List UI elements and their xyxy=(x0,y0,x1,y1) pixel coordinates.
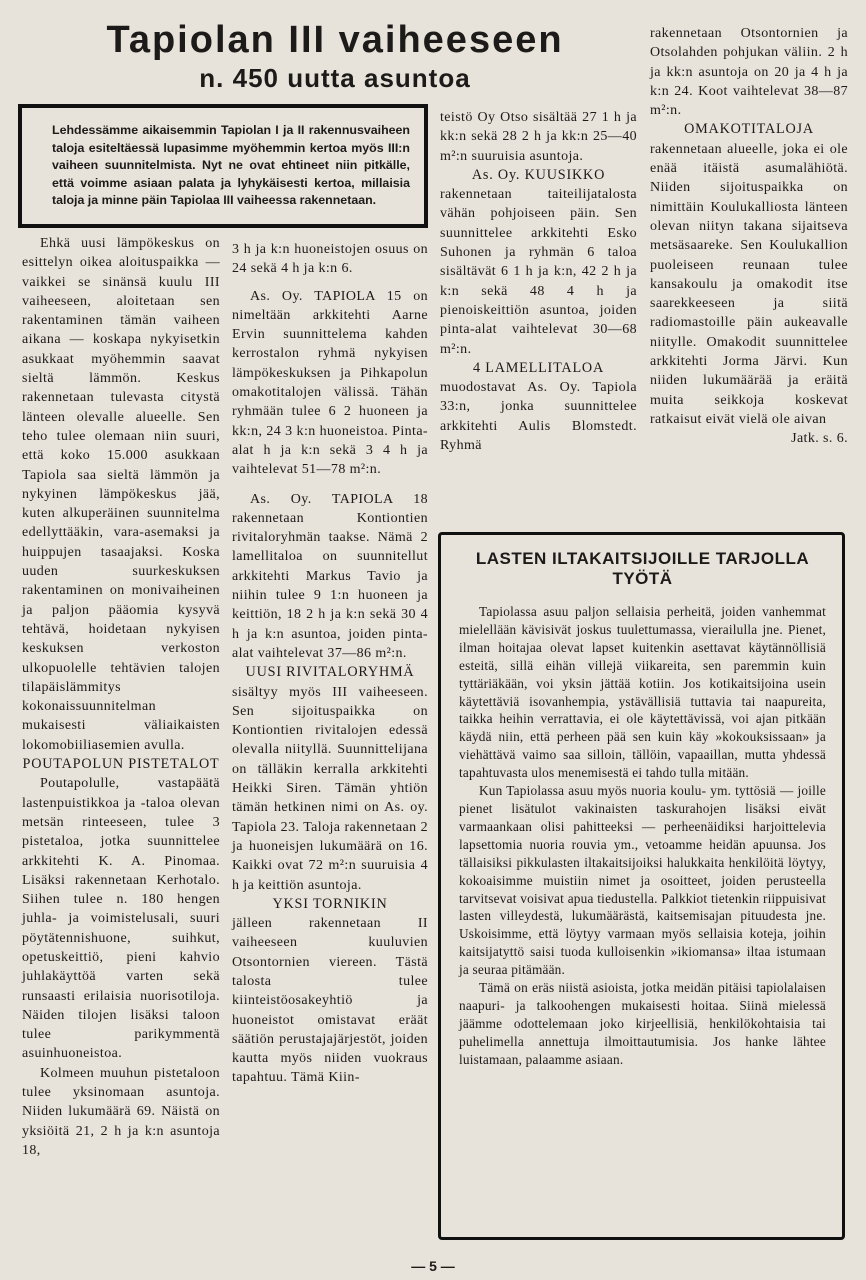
article-subtitle: n. 450 uutta asuntoa xyxy=(199,63,471,93)
column-4 xyxy=(650,24,848,449)
article-title: Tapiolan III vaiheeseen xyxy=(106,19,564,61)
paragraph: teistö Oy Otso sisältää 27 1 h ja kk:n sekä 28 2 h ja kk:n 25—40 m²:n suuruisia asuntoja. xyxy=(440,110,637,164)
paragraph: Tapiolassa asuu paljon sellaisia perheitä, joiden vanhemmat mielellään kävisivät joskus tuulettumassa, vierailulla jne. Pienet, ilman hoitajaa olevat lapset kuitenkin asettavat käytännöllisiä esteitä, sillä eihän villejä viikareita, sen paremmin kuin tyttäriäkään, voi yksin jättää kotiin. Jos kotikaitsijoina usein käytettäviä isovanhempia, ystävällisiä tuttavia tai naapureita, taikka heihin verrattavia, ei ole käytettävissä, voi ajan pitkään käydä niin, että perheen pää sen kuin käy »kokouksissaan» ja viehättävä vaimo saa silloin, tällöin, vapaaillan, mutta yhdessä tapahtuvasta ulos menemisestä ei tahdo tulla mitään. xyxy=(459,604,826,781)
paragraph: sisältyy myös III vaiheeseen. Sen sijoituspaikka on Kontiontien rivitalojen edessä olevalla niityllä. Suunnittelijana on tälläkin kerralla arkkitehti Heikki Siren. Tämän yhtiön tämän hetkinen nimi on As. oy. Tapiola 23. Taloja rakennetaan 2 ja huoneisjen lukumäärä on 16. Kaikki ovat 72 m²:n suuruisia 4 h ja keittiön asuntoja. xyxy=(232,684,428,893)
page-number: — 5 — xyxy=(411,1258,455,1274)
paragraph: rakennetaan taiteilijatalosta vähän pohjoiseen päin. Sen suunnittelee arkkitehti Esko Suhonen ja ryhmän 6 taloa sisältävät 6 1 h ja k:n, 42 2 h ja k:n sekä 48 4 h ja pienoiskeittiön asuntoa, joiden pinta-alat vaihtelevat 30—68 m²:n. xyxy=(440,187,637,357)
column-2 xyxy=(232,240,428,1088)
intro-box: Lehdessämme aikaisemmin Tapiolan I ja II rakennusvaiheen taloja esiteltäessä lupasimme myöhemmin kertoa myös III:n vaiheen suunnitelmista. Nyt ne ovat ehtineet niin pitkälle, että voimme asiaan palata ja lyhykäisesti kertoa, millaisia taloja ja minne päin Tapiolaa III vaiheessa rakennetaan. xyxy=(18,104,428,228)
paragraph: jälleen rakennetaan II vaiheeseen kuuluvien Otsontornien viereen. Tästä talosta tulee kiinteistöosakeyhtiö ja huoneistot omistavat eräät säätiön perustajajärjestöt, joiden kautta myös niiden vuokraus tapahtuu. Tämä Kiin- xyxy=(232,916,428,1086)
section-heading: UUSI RIVITALORYHMÄ xyxy=(245,664,415,681)
continued-note: Jatk. s. 6. xyxy=(791,431,848,447)
section-heading: POUTAPOLUN PISTETALOT xyxy=(22,756,220,773)
paragraph: muodostavat As. Oy. Tapiola 33:n, jonka suunnittelee arkkitehti Aulis Blomstedt. Ryhmä xyxy=(440,380,637,454)
paragraph: Tämä on eräs niistä asioista, jotka meidän pitäisi tapiolalaisen naapuri- ja talkoohengen mukaisesti hoitaa. Siinä mielessä jäämme odottelemaan joko kirjeellisiä, henkilökohtaisia tai puhelimella annettuja ilmoittautumisia. Jos hanke lähtee luistamaan, palaamme asiaan. xyxy=(459,980,826,1067)
notice-body xyxy=(459,603,826,1069)
paragraph: rakennetaan Otsontornien ja Otsolahden pohjukan väliin. 2 h ja kk:n asuntoja on 20 ja 4 h ja k:n 24. Koot vaihtelevat 38—87 m²:n. xyxy=(650,26,848,119)
babysitter-notice-box xyxy=(438,532,845,1240)
paragraph: rakennetaan alueelle, joka ei ole enää itäistä asumalähiötä. Niiden sijoituspaikka on nimittäin Koulukalliosta länteen olevan niityn takana sijaitseva metsäsaareke. Sen Koulukallion puoleiseen reunaan tulee kansakoulu ja omakodit itse saarekkeeseen ja siitä radiomastoille päin aukeavalle niitylle. Omakodit suunnittelee arkkitehti Jorma Järvi. Kun niiden lukumäärää ja eräitä muita seikkoja koskevat ratkaisut eivät vielä ole aivan xyxy=(650,141,848,427)
paragraph: As. Oy. TAPIOLA 15 on nimeltään arkkitehti Aarne Ervin suunnittelema kahden kerrostalon ryhmä nykyisen lämpökeskuksen ja Pihkapolun omakotitalojen välissä. Tähän ryhmään tulee 6 2 huoneen ja kk:n, 24 3 k:n huoneistoa. Pinta-alat h ja k:n sekä 3 4 h ja vaihtelevat 51—78 m²:n. xyxy=(232,288,428,478)
paragraph: Kun Tapiolassa asuu myös nuoria koulu- ym. tyttösiä — joille pienet lisätulot vakinaisten taskurahojen lisäksi eivät varmaankaan olisi pahitteeksi — perheenäidiksi harjoittelevia lapsettomia nuoria rouvia ym., vetoamme heidän apuunsa. Jos tällaisiksi pikkulasten iltakaitsijoiksi halukkaita henkilöitä löytyy, kokoaisimme muistiin nimet ja osoitteet, joiden perusteella tarvitsevat voisivat apua tiedustella. Palkkiot tietenkin riippuisivat lasten villeydestä, lukumäärästä, kaitsemisajan pituudesta jne. Uskoisimme, että löytyy varmaan myös sellaisia koteja, joihin kaitsijatyttö saisi tuoda kulloisenkin »ikiomansa» iltaa istumaan ja seuraa pitämään. xyxy=(459,783,826,978)
column-3 xyxy=(440,108,637,455)
paragraph: 3 h ja k:n huoneistojen osuus on 24 sekä 4 h ja k:n 6. xyxy=(232,242,428,277)
section-heading: OMAKOTITALOJA xyxy=(684,121,814,138)
paragraph: Ehkä uusi lämpökeskus on esittelyn oikea aloituspaikka — vaikkei se sinänsä kuulu III vaiheeseen, aloitetaan sen rakentaminen tämän vaiheen aikana — koskapa nykyisetkin asukkaat myöhemmin saavat sieltä lämmön. Keskus rakennetaan tulevasta citystä länteen olevalle alueelle. Sen teho tulee olemaan niin suuri, että koko 15.000 asukkaan Tapiola saa sieltä lämmön ja nykyinen lämpökeskus jää, kuten alkuperäinen suunnitelma edellyttääkin, vara-asemaksi ja huippujen tasaajaksi. Koska uuden suurkeskuksen rakentaminen on monivaiheinen ja paljon pääomia kysyvä tehtävä, hoidetaan nykyisen keskuksen verkoston ulkopuolelle tehtävien talojen tilapäislämmitys kokonaissuunnitelman mukaisesti väliaikaisten lokomobiiliasemien avulla. xyxy=(22,236,220,753)
paragraph: As. Oy. TAPIOLA 18 rakennetaan Kontiontien rivitaloryhmän taakse. Nämä 2 lamellitaloa on suunnitellut arkkitehti Markus Tavio ja niihin tulee 9 1:n huoneen ja keittiön, 18 2 h ja k:n sekä 30 4 h ja k:n asuntoa, joiden pinta-alat vaihtelevat 37—86 m²:n. xyxy=(232,491,428,661)
paragraph: Poutapolulle, vastapäätä lastenpuistikkoa ja -taloa olevan metsän rinteeseen, tulee 3 pistetaloa, jotka suunnittelee arkkitehti K. A. Pinomaa. Lisäksi rakennetaan Kerhotalo. Siihen tulee n. 180 hengen juhla- ja voimistelusali, suuri pöytätennishuone, suihkut, opetuskeittiö, pieni kahvio juhlakäyttöä varten sekä runsaasti erilaisia nuorisotiloja. Näiden tilojen lisäksi taloon tulee parikymmentä asuinhuoneistoa. xyxy=(22,776,220,1062)
section-heading: 4 LAMELLITALOA xyxy=(472,359,605,376)
paragraph: Kolmeen muuhun pistetaloon tulee yksinomaan asuntoja. Niiden lukumäärä 69. Näistä on yksiöitä 21, 2 h ja k:n asuntoja 18, xyxy=(22,1065,220,1158)
notice-title: LASTEN ILTAKAITSIJOILLE TARJOLLA TYÖTÄ xyxy=(475,549,810,588)
column-1 xyxy=(22,234,220,1160)
section-heading: YKSI TORNIKIN xyxy=(272,895,388,912)
section-heading: As. Oy. KUUSIKKO xyxy=(471,166,606,183)
